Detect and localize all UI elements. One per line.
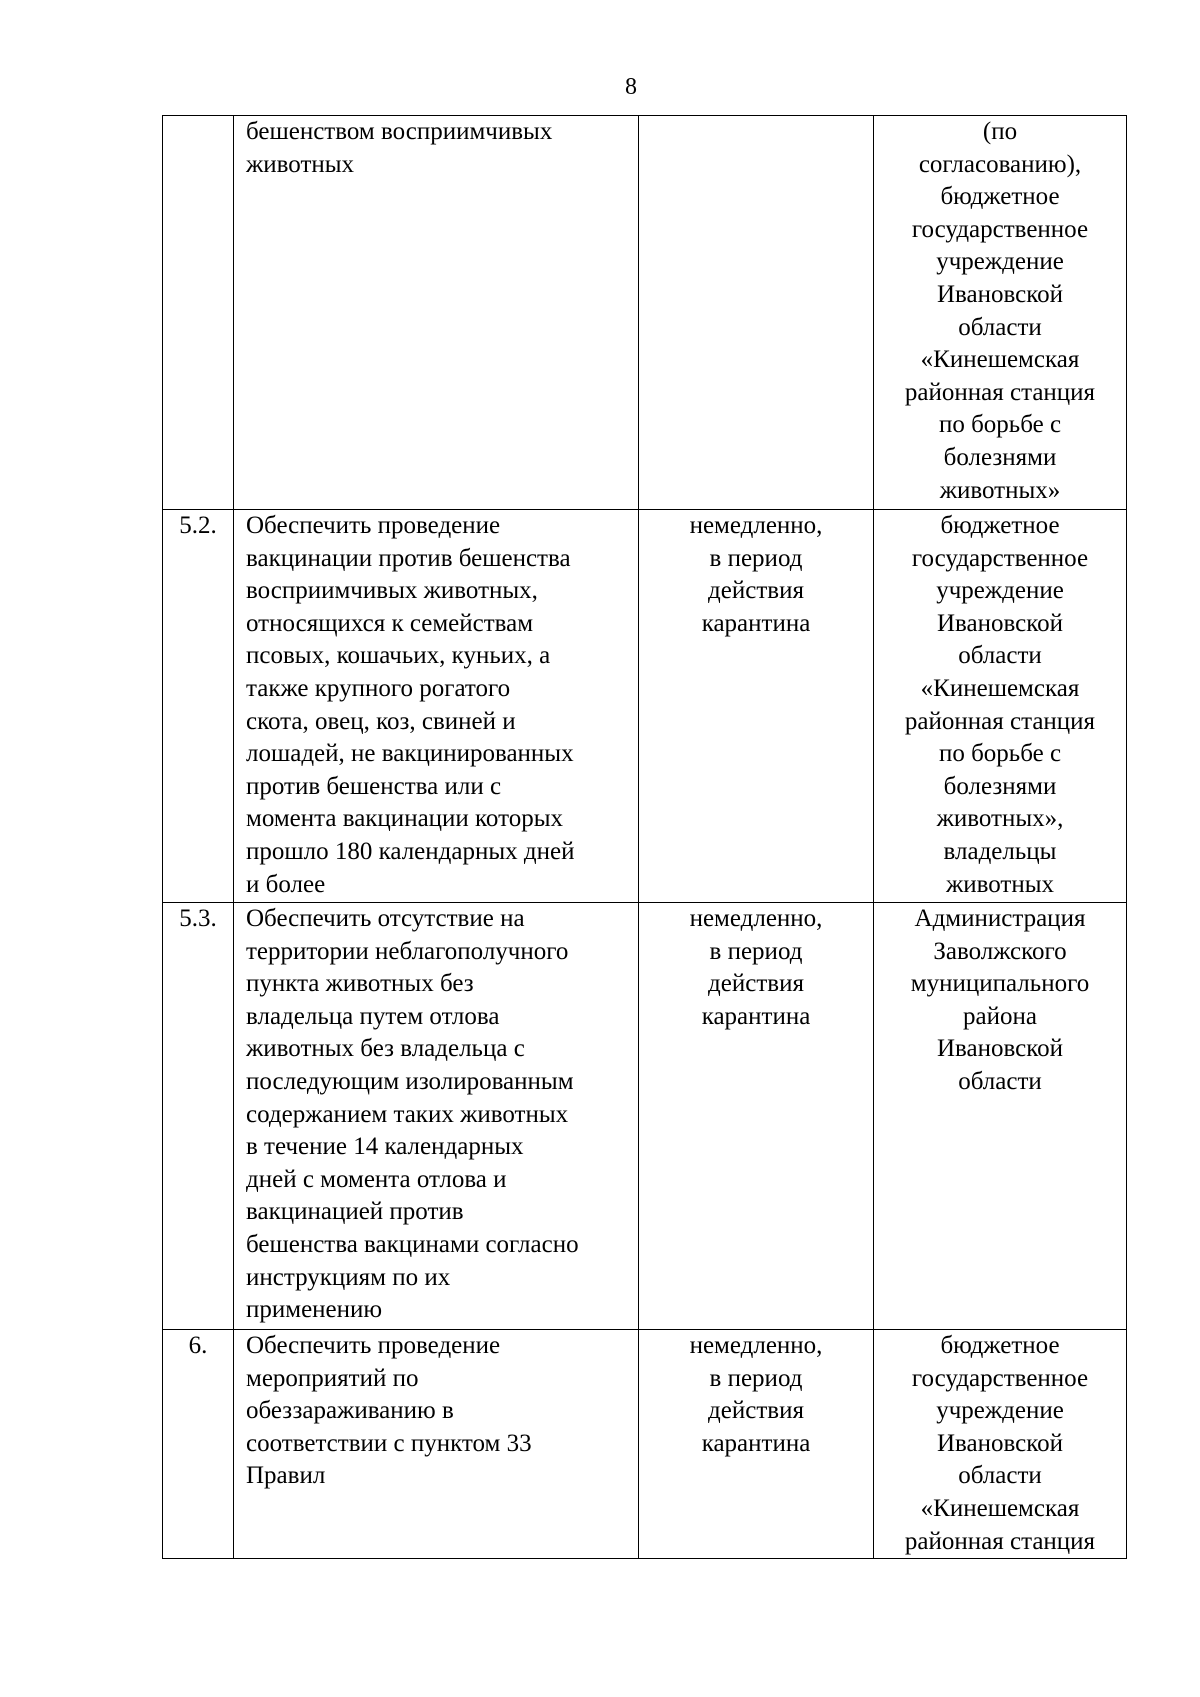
responsible-text — [874, 1330, 1127, 1559]
measure-text-line: дней с момента отлова и — [246, 1165, 507, 1193]
measure-text-line: территории неблагополучного — [246, 937, 569, 965]
responsible-text-line: «Кинешемская — [920, 674, 1080, 702]
measure-text — [234, 510, 639, 903]
responsible-text-line: болезнями — [943, 772, 1057, 800]
responsible-text-line: бюджетное — [940, 183, 1060, 211]
measure-text-line: Обеспечить проведение — [246, 512, 501, 539]
responsible-text-line: согласованию), — [918, 150, 1082, 178]
deadline-text — [639, 116, 874, 510]
deadline-text-line: в период — [709, 937, 803, 965]
table-row — [163, 116, 1127, 510]
deadline-text — [639, 903, 874, 1330]
deadline-text-line: немедленно, — [689, 512, 823, 539]
measure-text-line: против бешенства или с — [246, 772, 502, 800]
responsible-text-line: районная станция — [904, 1527, 1096, 1555]
measure-text-line: момента вакцинации которых — [246, 805, 563, 833]
responsible-text-line: животных» — [939, 476, 1061, 504]
responsible-text-line: муниципального — [910, 970, 1090, 998]
responsible-text-line: государственное — [911, 215, 1089, 243]
table-row — [163, 903, 1127, 1330]
item-number — [163, 116, 234, 510]
deadline-text — [639, 510, 874, 903]
responsible-text-line: Ивановской — [936, 1035, 1063, 1063]
measure-text — [234, 116, 639, 510]
deadline-text-line: немедленно, — [689, 905, 823, 932]
deadline-text-line: карантина — [701, 1002, 811, 1030]
measure-text-line: обеззараживанию в — [246, 1397, 454, 1425]
responsible-text-line: государственное — [911, 1364, 1089, 1392]
measure-text-line: содержанием таких животных — [246, 1100, 569, 1128]
measure-text-line: инструкциям по их — [246, 1263, 451, 1291]
measure-text-line: и более — [246, 870, 326, 898]
responsible-text-line: учреждение — [936, 248, 1064, 276]
measure-text-line: соответствии с пунктом 33 — [246, 1429, 532, 1457]
deadline-text-line: карантина — [701, 609, 811, 637]
measure-text-line: бешенства вакцинами согласно — [246, 1230, 579, 1258]
responsible-text-line: по борьбе с — [938, 740, 1062, 768]
responsible-text-line: (по — [982, 118, 1018, 145]
responsible-text — [874, 116, 1127, 510]
responsible-text-line: области — [958, 642, 1042, 670]
item-number: 5.3. — [163, 903, 234, 1330]
table-row — [163, 1330, 1127, 1559]
responsible-text-line: области — [958, 1462, 1042, 1490]
measure-text-line: в течение 14 календарных — [246, 1133, 524, 1161]
responsible-text-line: владельцы — [943, 837, 1057, 865]
responsible-text — [874, 903, 1127, 1330]
responsible-text-line: Администрация — [914, 905, 1086, 932]
responsible-text-line: района — [963, 1002, 1037, 1030]
deadline-text-line: немедленно, — [689, 1332, 823, 1359]
responsible-text-line: Ивановской — [936, 609, 1063, 637]
responsible-text-line: районная станция — [904, 378, 1096, 406]
responsible-text-line: области — [958, 1067, 1042, 1095]
measure-text — [234, 1330, 639, 1559]
table-row — [163, 510, 1127, 903]
responsible-text-line: области — [958, 313, 1042, 341]
responsible-text-line: болезнями — [943, 443, 1057, 471]
measure-text-line: последующим изолированным — [246, 1067, 574, 1095]
measure-text-line: владельца путем отлова — [246, 1002, 500, 1030]
responsible-text-line: «Кинешемская — [920, 346, 1080, 374]
deadline-text-line: действия — [708, 970, 804, 998]
page-number: 8 — [625, 74, 637, 100]
deadline-text-line: карантина — [701, 1429, 811, 1457]
responsible-text-line: животных», — [936, 805, 1064, 833]
measure-text-line: относящихся к семействам — [246, 609, 534, 637]
measure-text-line: скота, овец, коз, свиней и — [246, 707, 516, 735]
measure-text-line: Обеспечить отсутствие на — [246, 905, 525, 932]
responsible-text-line: Ивановской — [936, 280, 1063, 308]
measure-text-line: бешенством восприимчивых — [246, 118, 553, 145]
item-number: 5.2. — [163, 510, 234, 903]
measure-text-line: животных без владельца с — [246, 1035, 525, 1063]
measure-text-line: мероприятий по — [246, 1364, 419, 1392]
deadline-text-line: в период — [709, 544, 803, 572]
measures-table — [162, 115, 1127, 1559]
responsible-text — [874, 510, 1127, 903]
responsible-text-line: бюджетное — [940, 512, 1060, 539]
measure-text-line: вакцинацией против — [246, 1198, 464, 1226]
responsible-text-line: районная станция — [904, 707, 1096, 735]
deadline-text-line: действия — [708, 1397, 804, 1425]
responsible-text-line: Заволжского — [933, 937, 1067, 965]
responsible-text-line: учреждение — [936, 1397, 1064, 1425]
measure-text-line: животных — [246, 150, 355, 178]
responsible-text-line: бюджетное — [940, 1332, 1060, 1359]
measure-text-line: псовых, кошачьих, куньих, а — [246, 642, 551, 670]
responsible-text-line: «Кинешемская — [920, 1494, 1080, 1522]
measure-text — [234, 903, 639, 1330]
responsible-text-line: учреждение — [936, 577, 1064, 605]
measure-text-line: прошло 180 календарных дней — [246, 837, 575, 865]
measure-text-line: также крупного рогатого — [246, 674, 511, 702]
item-number: 6. — [163, 1330, 234, 1559]
responsible-text-line: государственное — [911, 544, 1089, 572]
measure-text-line: Правил — [246, 1462, 326, 1490]
measure-text-line: восприимчивых животных, — [246, 577, 538, 605]
measure-text-line: пункта животных без — [246, 970, 474, 998]
deadline-text-line: в период — [709, 1364, 803, 1392]
responsible-text-line: Ивановской — [936, 1429, 1063, 1457]
measure-text-line: лошадей, не вакцинированных — [246, 740, 574, 768]
responsible-text-line: по борьбе с — [938, 411, 1062, 439]
measure-text-line: Обеспечить проведение — [246, 1332, 501, 1359]
responsible-text-line: животных — [945, 870, 1055, 898]
measure-text-line: вакцинации против бешенства — [246, 544, 571, 572]
deadline-text-line: действия — [708, 577, 804, 605]
measure-text-line: применению — [246, 1296, 383, 1324]
deadline-text — [639, 1330, 874, 1559]
